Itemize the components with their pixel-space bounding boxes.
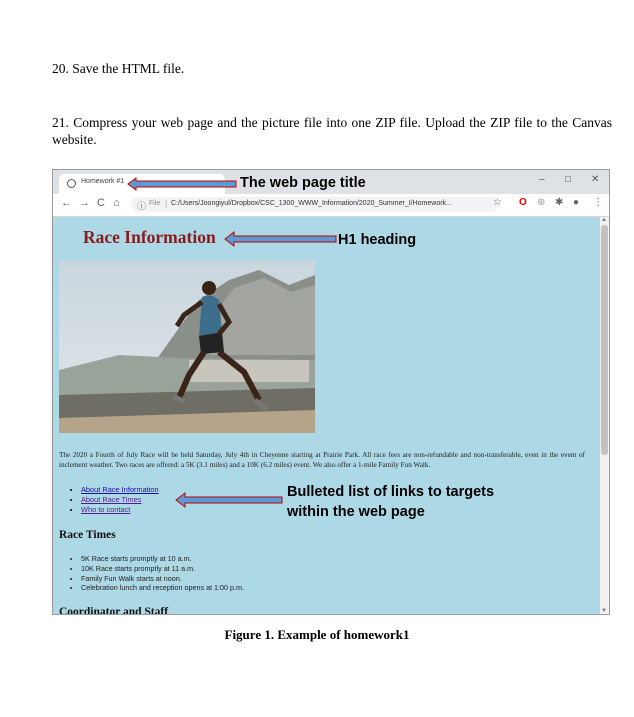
browser-screenshot [52,169,610,615]
list-item [81,505,159,515]
forward-icon[interactable]: → [79,197,90,209]
step-20-text: 20. Save the HTML file. [52,60,185,76]
list-item [81,495,159,505]
address-scheme-label: File [149,200,161,207]
race-times-list [67,554,244,593]
profile-icon[interactable]: ● [573,197,580,208]
minimize-icon[interactable]: – [539,174,545,185]
scroll-up-icon[interactable]: ▲ [601,217,607,223]
step-21-text: 21. Compress your web page and the picture file into one ZIP file. Upload the ZIP file to the Canvas website. [52,114,612,147]
title-callout: The web page title [240,175,366,191]
extension-globe-icon[interactable]: ⊕ [537,197,546,208]
list-item [81,485,159,495]
browser-toolbar [53,194,609,217]
link-race-information[interactable]: About Race Information [81,485,159,494]
scrollbar[interactable] [600,217,609,614]
link-race-times[interactable]: About Race Times [81,495,142,504]
staff-heading: Coordinator and Staff [59,606,169,615]
scroll-down-icon[interactable]: ▼ [601,608,607,614]
figure-caption: Figure 1. Example of homework1 [224,627,410,642]
browser-tab[interactable] [59,174,225,194]
address-separator: | [165,198,168,208]
home-icon[interactable]: ⌂ [113,197,120,209]
page-h1: Race Information [83,227,216,247]
address-bar[interactable] [131,197,499,212]
menu-icon[interactable]: ⋮ [593,197,603,208]
bookmark-star-icon[interactable]: ☆ [493,197,502,208]
list-item: • 5K Race starts promptly at 10 a.m. [81,554,244,564]
list-item: • 10K Race starts promptly at 11 a.m. [81,564,244,574]
list-item: • Family Fun Walk starts at noon. [81,574,244,584]
tab-title: Homework #1 [81,178,125,185]
list-callout-line1: Bulleted list of links to targets [287,484,495,500]
link-contact[interactable]: Who to contact [81,505,131,514]
address-url[interactable]: C:/Users/Joongiyul/Dropbox/CSC_1300_WWW_Information/2020_Summer_I/Homework... [171,200,452,207]
opera-icon[interactable]: O [519,197,527,208]
link-list [67,485,159,515]
maximize-icon[interactable]: □ [565,174,572,185]
info-icon[interactable]: ⓘ [137,201,147,211]
h1-callout: H1 heading [338,232,417,248]
page-viewport [53,217,609,614]
reload-icon[interactable]: C [97,197,105,209]
intro-paragraph: The 2020 a Fourth of July Race will be held Saturday, July 4th in Cheyenne starting at Prairie Park. All race fees are non-refundable and non-transferable, even in the event of inclement weather. Two races are offered: a 5K (3.1 miles) and a 10K (6.2 miles) event. We also offer a 1-mile Family Fun Walk. [59,451,585,469]
puzzle-icon[interactable]: ✱ [555,197,564,208]
back-icon[interactable]: ← [61,197,72,209]
runner-photo [59,260,315,433]
scroll-thumb[interactable] [601,225,608,455]
race-times-heading: Race Times [59,529,116,541]
list-item: • Celebration lunch and reception opens at 1:00 p.m. [81,583,244,593]
globe-icon [67,179,76,188]
close-icon[interactable]: ✕ [591,174,600,185]
list-callout-line2: within the web page [287,504,425,520]
